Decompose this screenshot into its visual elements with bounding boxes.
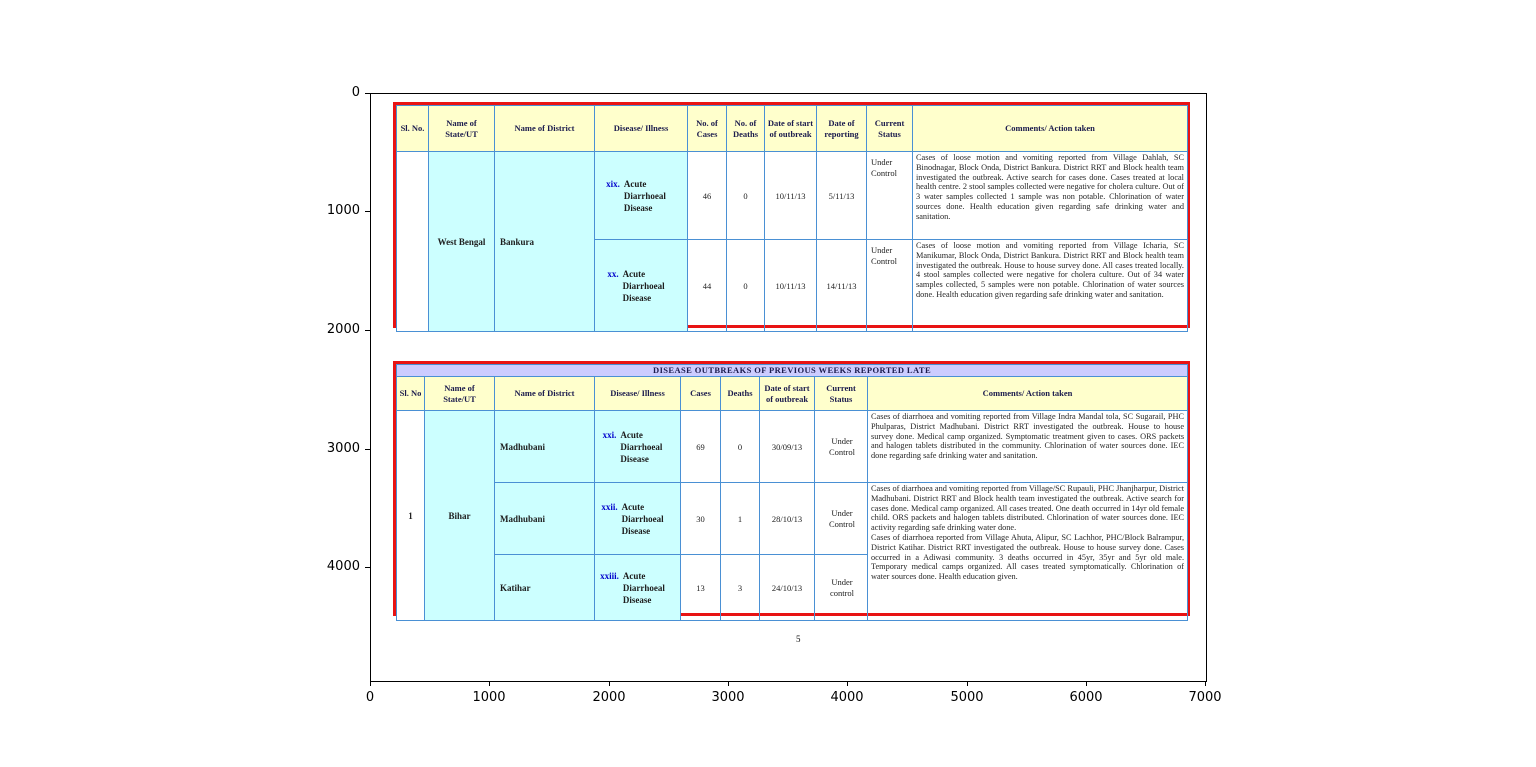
column-header: Comments/ Action taken: [913, 106, 1188, 152]
cases-cell: 13: [681, 555, 721, 621]
column-header: Name of District: [495, 377, 595, 411]
disease-cell: [595, 152, 688, 240]
status-cell: Under Control: [867, 152, 913, 240]
status-cell: Under Control: [815, 483, 868, 555]
column-header: Name of State/UT: [425, 377, 495, 411]
roman-numeral: xix.: [606, 178, 620, 189]
plot-area: [370, 93, 1207, 682]
comments-cell: Cases of loose motion and vomiting reported from Village Dahlah, SC Binodnagar, Block Onda, District Bankura. District RRT and Block health team investigated the outbreak. Active search for cases done. Cases treated at local health centre. 2 stool samples collected were negative for cholera culture. Out of 3 water samples collected 1 sample was non potable. Chlorination of water sources done. Health education given regarding safe drinking water and sanitation.: [913, 152, 1188, 240]
column-header: Date of start of outbreak: [765, 106, 817, 152]
column-header: Date of reporting: [817, 106, 867, 152]
comments-paragraph: Cases of diarrhoea and vomiting reported from Village/SC Rupauli, PHC Jhanjharpur, District Madhubani. District RRT and Block health team investigated the outbreak. Active search for cases done. Medical camp organized. All cases treated. One death occurred in 14yr old female child. ORS packets and halogen tablets distributed. Chlorination of water sources done. IEC activity regarding safe drinking water done.: [871, 484, 1185, 533]
weekly-outbreak-table: [393, 102, 1190, 328]
comments-cell: Cases of diarrhoea and vomiting reported from Village Indra Mandal tola, SC Sugarail, PHC Phulparas, District Madhubani. District RRT investigated the outbreak. House to house survey done. Medical camp organized. Symptomatic treatment given to cases. ORS packets and halogen tablets distributed in the community. Chlorination of water sources done. IEC done regarding safe drinking water and sanitation.: [868, 411, 1188, 483]
late-reported-outbreak-table: [393, 361, 1190, 616]
column-header: No. of Cases: [688, 106, 727, 152]
date-reporting-cell: 5/11/13: [817, 152, 867, 240]
deaths-cell: 3: [721, 555, 760, 621]
disease-name: Acute Diarrhoeal Disease: [623, 178, 666, 213]
district-cell: Madhubani: [495, 483, 595, 555]
x-tick-label: 0: [365, 690, 375, 705]
status-cell: Under control: [815, 555, 868, 621]
x-tick-label: 7000: [1188, 690, 1222, 705]
cases-cell: 69: [681, 411, 721, 483]
state-cell: Bihar: [425, 411, 495, 621]
deaths-cell: 0: [721, 411, 760, 483]
date-start-cell: 28/10/13: [760, 483, 815, 555]
comments-cell: Cases of loose motion and vomiting reported from Village Icharia, SC Manikumar, Block Onda, District Bankura. District RRT and Block health team investigated the outbreak. House to house survey done. All cases treated locally. 4 stool samples collected were negative for cholera culture. Out of 34 water samples collected, 5 samples were non potable. Chlorination of water sources done. Health education given regarding safe drinking water and sanitation.: [913, 240, 1188, 332]
state-cell: West Bengal: [429, 152, 495, 332]
deaths-cell: 0: [727, 152, 765, 240]
comments-paragraph: Cases of diarrhoea reported from Village Ahuta, Alipur, SC Lachhor, PHC/Block Balrampur, District Katihar. District RRT investigated the outbreak. House to house survey done. Cases occurred in a Adiwasi community. 3 deaths occurred in 45yr, 35yr and 5yr old male. Temporary medical camps organized. All cases treated symptomatically. Chlorination of water sources done. Health education given.: [871, 532, 1185, 582]
column-header: Sl. No: [397, 377, 425, 411]
date-start-cell: 24/10/13: [760, 555, 815, 621]
column-header: Date of start of outbreak: [760, 377, 815, 411]
table-title: DISEASE OUTBREAKS OF PREVIOUS WEEKS REPORTED LATE: [397, 365, 1188, 377]
y-tick-label: 3000: [326, 441, 360, 456]
column-header: Disease/ Illness: [595, 377, 681, 411]
roman-numeral: xxii.: [601, 501, 618, 512]
status-cell: Under Control: [815, 411, 868, 483]
disease-name: Acute Diarrhoeal Disease: [622, 268, 665, 303]
comments-cell: [868, 483, 1188, 621]
roman-numeral: xx.: [607, 268, 619, 279]
district-cell: Katihar: [495, 555, 595, 621]
cases-cell: 46: [688, 152, 727, 240]
scanned-document-page: [371, 94, 1206, 681]
disease-name: Acute Diarrhoeal Disease: [620, 429, 663, 464]
column-header: Comments/ Action taken: [868, 377, 1188, 411]
column-header: Disease/ Illness: [595, 106, 688, 152]
disease-name: Acute Diarrhoeal Disease: [622, 570, 665, 605]
y-tick-label: 4000: [326, 559, 360, 574]
roman-numeral: xxiii.: [600, 570, 619, 581]
column-header: No. of Deaths: [727, 106, 765, 152]
deaths-cell: 0: [727, 240, 765, 332]
column-header: Name of State/UT: [429, 106, 495, 152]
cases-cell: 30: [681, 483, 721, 555]
column-header: Name of District: [495, 106, 595, 152]
x-tick-label: 3000: [711, 690, 745, 705]
district-cell: Bankura: [495, 152, 595, 332]
roman-numeral: xxi.: [602, 429, 617, 440]
disease-cell: [595, 411, 681, 483]
column-header: Current Status: [867, 106, 913, 152]
column-header: Deaths: [721, 377, 760, 411]
date-start-cell: 10/11/13: [765, 152, 817, 240]
x-tick-label: 4000: [830, 690, 864, 705]
x-tick-label: 5000: [950, 690, 984, 705]
y-tick-label: 2000: [326, 322, 360, 337]
district-cell: Madhubani: [495, 411, 595, 483]
page-number: 5: [796, 634, 801, 644]
x-tick-label: 1000: [472, 690, 506, 705]
date-start-cell: 10/11/13: [765, 240, 817, 332]
date-start-cell: 30/09/13: [760, 411, 815, 483]
disease-cell: [595, 483, 681, 555]
x-tick-label: 2000: [592, 690, 626, 705]
disease-cell: [595, 240, 688, 332]
date-reporting-cell: 14/11/13: [817, 240, 867, 332]
x-tick-label: 6000: [1069, 690, 1103, 705]
y-tick-label: 1000: [326, 203, 360, 218]
column-header: Current Status: [815, 377, 868, 411]
status-cell: Under Control: [867, 240, 913, 332]
y-tick-label: 0: [351, 85, 360, 100]
deaths-cell: 1: [721, 483, 760, 555]
serial-number-cell: [397, 152, 429, 332]
disease-name: Acute Diarrhoeal Disease: [621, 501, 664, 536]
column-header: Cases: [681, 377, 721, 411]
serial-number-cell: 1: [397, 411, 425, 621]
column-header: Sl. No.: [397, 106, 429, 152]
cases-cell: 44: [688, 240, 727, 332]
disease-cell: [595, 555, 681, 621]
